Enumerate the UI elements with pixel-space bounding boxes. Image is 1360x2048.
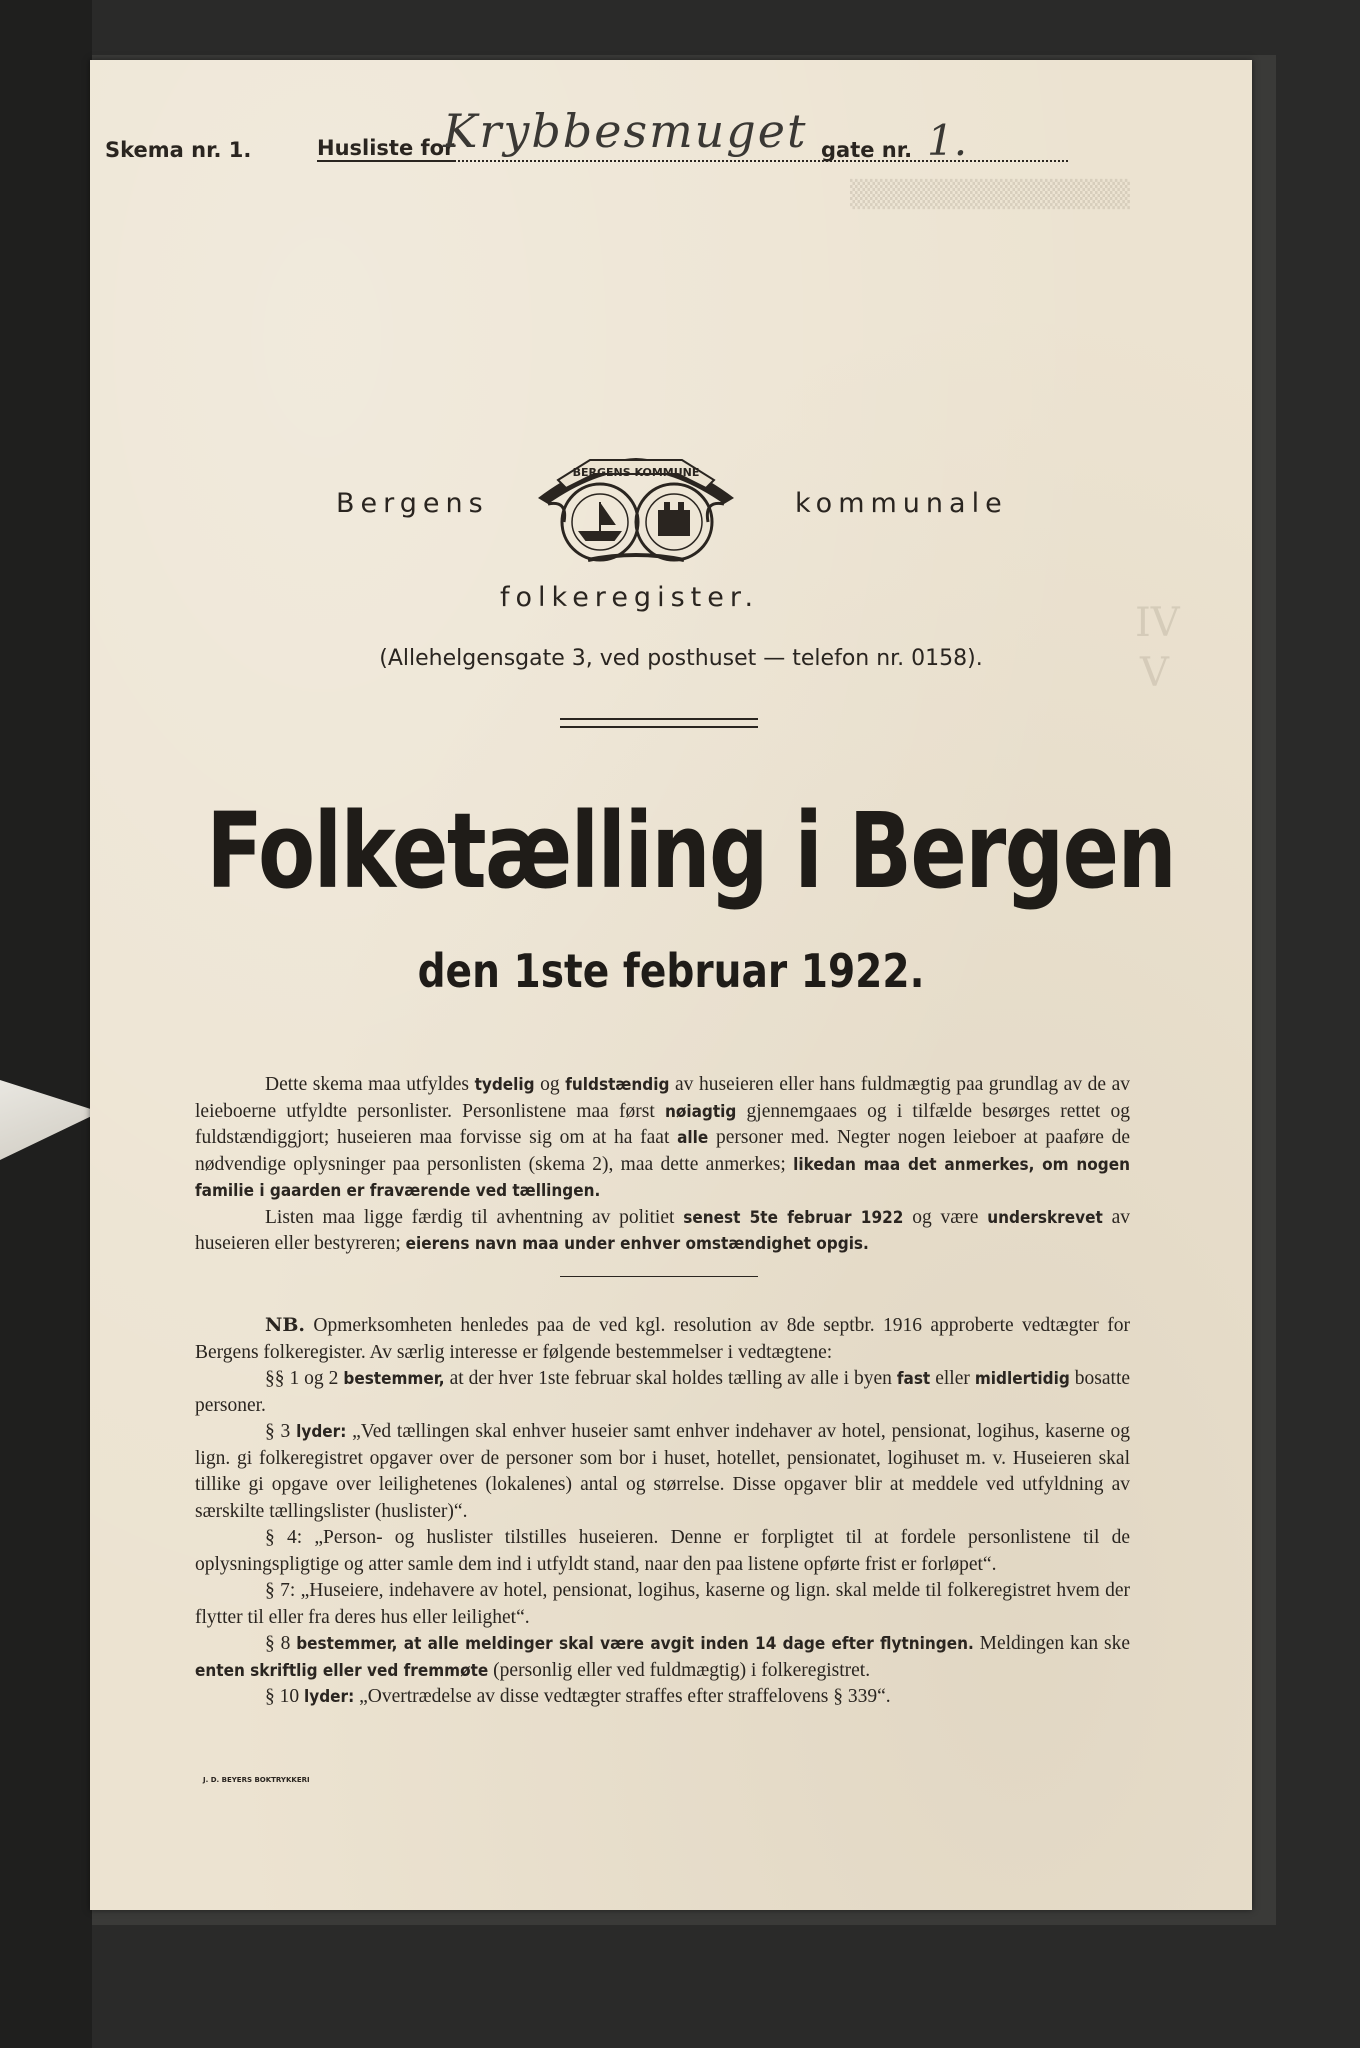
instructions-block [195, 1072, 1130, 1258]
double-rule [560, 718, 758, 728]
show-through-text: ▒▒▒▒▒▒▒▒▒▒▒▒▒▒ [850, 180, 1130, 210]
bergen-kommune-emblem [528, 440, 744, 570]
instructions-paragraph-1: Dette skema maa utfyldes tydelig og fuldstændig av huseieren eller hans fuldmægtig paa grundlag av de av leieboerne utfyldte personlister. Personlistene maa først nøiagtig gjennemgaaes og i tilfælde besørges rettet og fuldstændiggjort; huseieren maa forvisse sig om at ha faat alle personer med. Negter nogen leieboer at paaføre de nødvendige oplysninger paa personlisten (skema 2), maa dette anmerkes; likedan maa det anmerkes, om nogen familie i gaarden er fraværende ved tællingen. [195, 1074, 1131, 1201]
main-title: Folketælling i Bergen [206, 790, 1176, 912]
section-divider [560, 1276, 758, 1277]
street-name-handwritten: Krybbesmuget [443, 104, 808, 158]
authority-left: Bergens [336, 488, 489, 519]
schema-number: Skema nr. 1. [105, 138, 252, 162]
section-1-2: §§ 1 og 2 bestemmer, at der hver 1ste februar skal holdes tælling av alle i byen fast eller midlertidig bosatte personer. [195, 1368, 1131, 1416]
printer-imprint: J. D. BEYERS BOKTRYKKERI [203, 1776, 310, 1784]
section-7: § 7: „Huseiere, indehavere av hotel, pensionat, logihus, kaserne og lign. skal melde til folkeregistret hvem der flytter til eller fra deres hus eller leilighet“. [195, 1580, 1130, 1628]
nb-paragraph: NB. Opmerksomheten henledes paa de ved kgl. resolution av 8de septbr. 1916 approberte vedtægter for Bergens folkeregister. Av særlig interesse er følgende bestemmelser i vedtægtene: [195, 1314, 1130, 1363]
section-10: § 10 lyder: „Overtrædelse av disse vedtægter straffes efter straffelovens § 339“. [265, 1686, 891, 1707]
authority-right: kommunale [795, 488, 1008, 519]
husliste-label: Husliste for [317, 136, 455, 160]
binder-spine [0, 0, 92, 2048]
svg-text:BERGENS KOMMUNE: BERGENS KOMMUNE [572, 466, 700, 479]
gate-number-label: gate nr. [821, 138, 913, 162]
census-date: den 1ste februar 1922. [417, 944, 925, 998]
show-through-text: IV [1135, 600, 1180, 646]
dotted-fill-line [443, 160, 1068, 162]
regulations-block [195, 1312, 1130, 1711]
house-number-handwritten: 1. [927, 116, 968, 165]
section-4: § 4: „Person- og huslister tilstilles huseieren. Denne er forpligtet til at fordele personlistene til de oplysningspligtige og atter samle dem ind i utfyldt stand, naar den paa listene opførte frist er forløpet“. [195, 1527, 1130, 1575]
section-8: § 8 bestemmer, at alle meldinger skal være avgit inden 14 dage efter flytningen. Meldingen kan ske enten skriftlig eller ved fremmøte (personlig eller ved fuldmægtig) i folkeregistret. [195, 1633, 1130, 1681]
header-line [105, 104, 1065, 174]
instructions-paragraph-2: Listen maa ligge færdig til avhentning av politiet senest 5te februar 1922 og være underskrevet av huseieren eller bestyreren; eierens navn maa under enhver omstændighet opgis. [195, 1206, 1130, 1254]
office-address: (Allehelgensgate 3, ved posthuset — telefon nr. 0158). [379, 646, 983, 671]
section-3: § 3 lyder: „Ved tællingen skal enhver huseier samt enhver indehaver av hotel, pensionat, logihus, kaserne og lign. gi folkeregistret opgaver over de personer som bor i huset, hotellet, pensionatet, logihuset m. v. Huseieren skal tillike gi opgave over leilighetenes (lokalenes) antal og størrelse. Disse opgaver blir at meddele ved utfyldning av særskilte tællingslister (huslister)“. [195, 1421, 1130, 1522]
authority-bottom: folkeregister. [500, 582, 760, 613]
show-through-text: V [1140, 650, 1169, 696]
